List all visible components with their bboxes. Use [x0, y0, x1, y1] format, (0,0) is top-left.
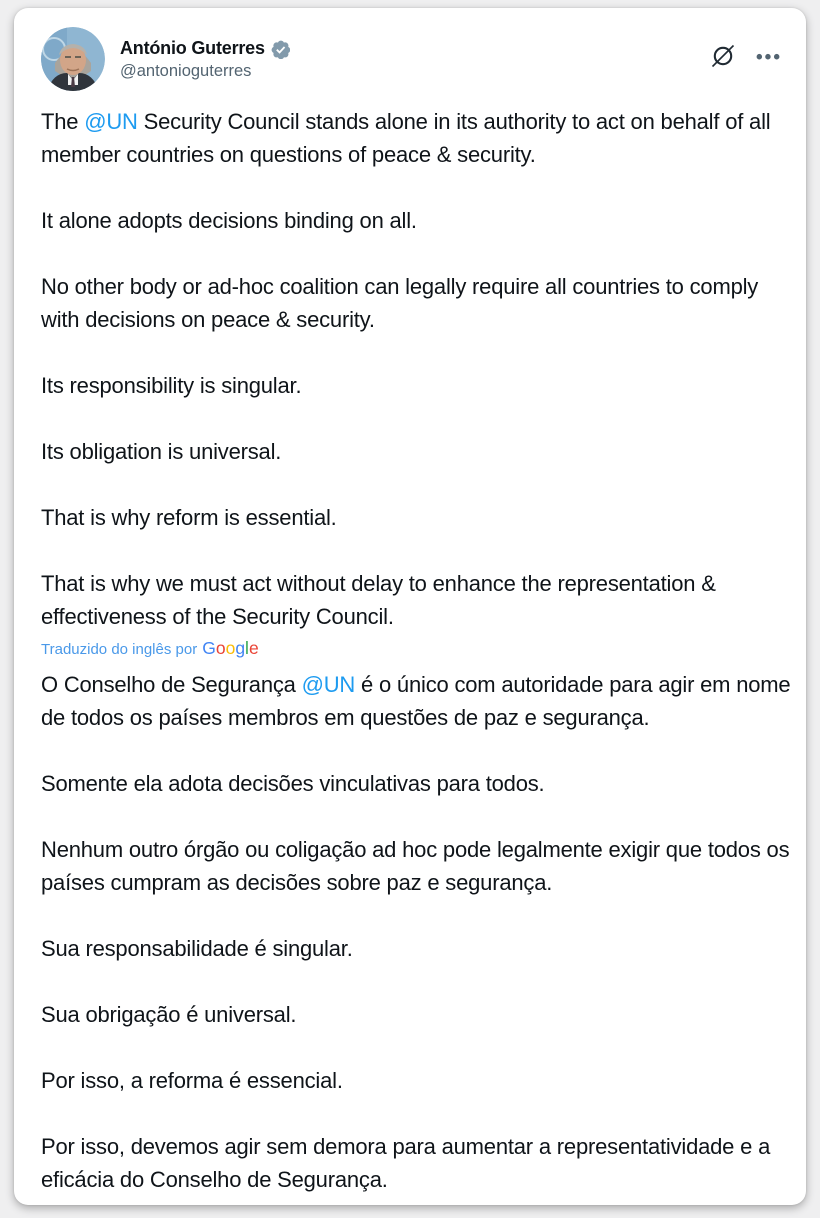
tweet-paragraph	[41, 369, 797, 402]
tweet-text-segment: It alone adopts decisions binding on all.	[41, 208, 417, 233]
tweet-text-segment: Sua responsabilidade é singular.	[41, 936, 353, 961]
un-mention-link[interactable]: @UN	[84, 109, 138, 134]
tweet-header	[41, 27, 790, 91]
tweet-text-segment: No other body or ad-hoc coalition can legally require all countries to comply with decisions on peace & security.	[41, 274, 759, 332]
tweet-paragraph	[41, 833, 797, 899]
tweet-text-segment: Por isso, devemos agir sem demora para aumentar a representatividade e a eficácia do Conselho de Segurança.	[41, 1134, 771, 1192]
tweet-text-segment: Its responsibility is singular.	[41, 373, 302, 398]
grok-icon[interactable]	[708, 41, 738, 74]
tweet-text-portuguese	[41, 668, 797, 1196]
tweet-body	[41, 105, 797, 1196]
translation-notice-label: Traduzido do inglês por	[41, 641, 198, 658]
tweet-paragraph	[41, 501, 797, 534]
tweet-text-segment: The	[41, 109, 85, 134]
tweet-text-segment: Security Council stands alone in its authority to act on behalf of all member countries on questions of peace & security.	[41, 109, 771, 167]
user-handle[interactable]: @antonioguterres	[120, 61, 252, 80]
tweet-paragraph	[41, 668, 797, 734]
tweet-paragraph	[41, 1064, 797, 1097]
un-mention-link[interactable]: @UN	[301, 672, 356, 697]
tweet-text-english	[41, 105, 797, 633]
avatar-portrait-image	[41, 27, 105, 91]
tweet-text-segment: O Conselho de Segurança	[41, 672, 302, 697]
tweet-text-segment: That is why we must act without delay to enhance the representation & effectiveness of the Security Council.	[41, 571, 716, 629]
tweet-paragraph	[41, 998, 797, 1031]
tweet-card	[14, 8, 806, 1205]
tweet-paragraph	[41, 204, 797, 237]
tweet-paragraph	[41, 270, 797, 336]
tweet-text-segment: Its obligation is universal.	[41, 439, 282, 464]
tweet-paragraph	[41, 932, 797, 965]
tweet-paragraph	[41, 105, 797, 171]
identity-block	[120, 38, 290, 81]
tweet-text-segment: Nenhum outro órgão ou coligação ad hoc pode legalmente exigir que todos os países cumpram as decisões sobre paz e segurança.	[41, 837, 790, 895]
tweet-text-segment: é o único com autoridade para agir em nome de todos os países membros em questões de paz e segurança.	[41, 672, 791, 730]
tweet-text-segment: That is why reform is essential.	[41, 505, 337, 530]
verified-badge-icon[interactable]	[270, 39, 290, 59]
tweet-paragraph	[41, 435, 797, 468]
more-options-icon[interactable]: •••	[756, 46, 782, 68]
display-name[interactable]: António Guterres	[120, 37, 265, 58]
tweet-text-segment: Somente ela adota decisões vinculativas para todos.	[41, 771, 545, 796]
header-actions	[708, 41, 784, 74]
tweet-paragraph	[41, 767, 797, 800]
avatar[interactable]	[41, 27, 105, 91]
tweet-paragraph	[41, 1130, 797, 1196]
tweet-text-segment: Sua obrigação é universal.	[41, 1002, 297, 1027]
google-logo: Google	[202, 638, 259, 658]
tweet-paragraph	[41, 567, 797, 633]
tweet-text-segment: Por isso, a reforma é essencial.	[41, 1068, 343, 1093]
translation-notice[interactable]	[41, 638, 797, 659]
